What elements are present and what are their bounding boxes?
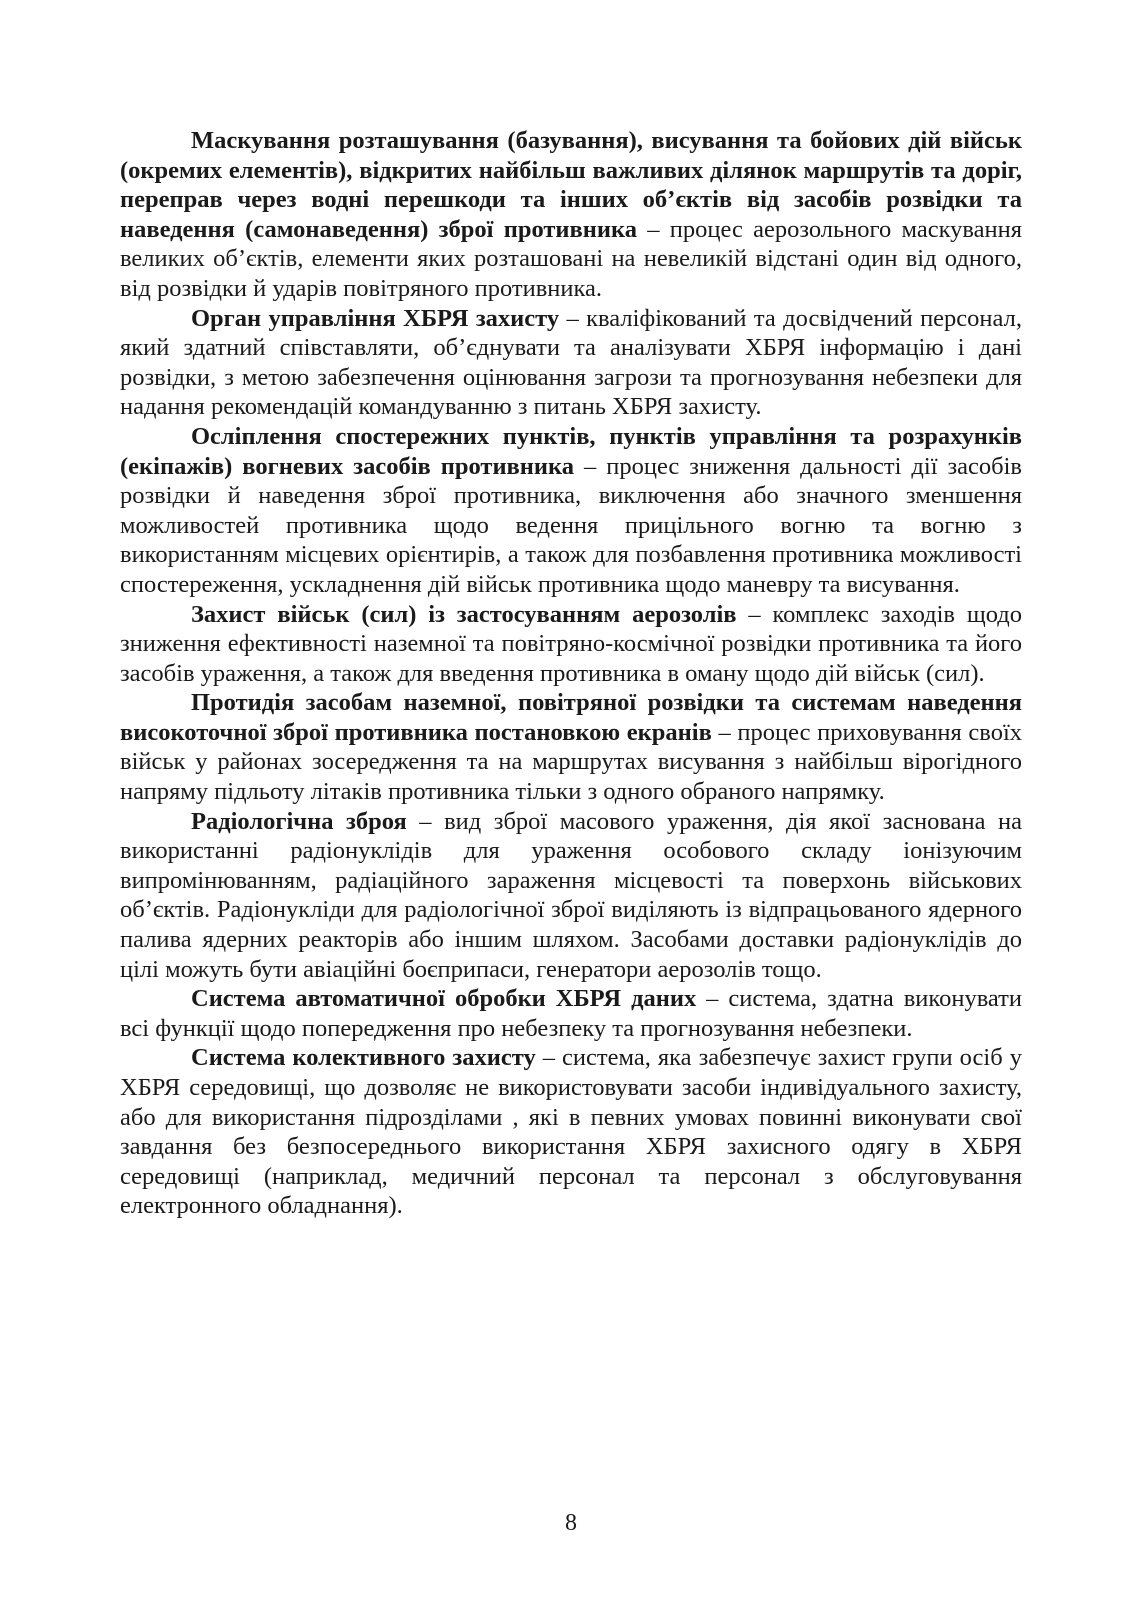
entry-definition: – вид зброї масового ураження, дія якої заснована на використанні радіонуклідів для ураження особового складу іонізуючим випромінюванням, радіаційного зараження місцевості та поверхонь військових об’єктів. Радіонукліди для радіологічної зброї виділяють із відпрацьованого ядерного палива ядерних реакторів або іншим шляхом. Засобами доставки радіонуклідів до цілі можуть бути авіаційні боєприпаси, генератори аерозолів тощо. <box>120 807 1022 983</box>
entry-definition: – кваліфікований та досвідчений персонал, який здатний співставляти, об’єднувати та аналізувати ХБРЯ інформацію і дані розвідки, з метою забезпечення оцінювання загрози та прогнозування небезпеки для надання рекомендацій командуванню з питань ХБРЯ захисту. <box>120 304 1022 421</box>
entry-term: Осліплення спостережних пунктів, пунктів управління та розрахунків (екіпажів) вогневих засобів противника <box>120 422 1022 480</box>
entry-definition: – процес аерозольного маскування великих об’єктів, елементи яких розташовані на невеликій відстані один від одного, від розвідки й ударів повітряного противника. <box>120 215 1022 302</box>
entry-definition: – комплекс заходів щодо зниження ефективності наземної та повітряно-космічної розвідки противника та його засобів ураження, а також для введення противника в оману щодо дій військ (сил). <box>120 600 1022 687</box>
glossary-entry-collective-protection <box>120 1043 1022 1221</box>
glossary-entry-blinding <box>120 422 1022 600</box>
glossary-entry-aerosol-protection <box>120 600 1022 689</box>
entry-term: Орган управління ХБРЯ захисту <box>191 304 560 332</box>
entry-term: Система колективного захисту <box>191 1044 536 1072</box>
entry-definition: – система, здатна виконувати всі функції щодо попередження про небезпеку та прогнозування небезпеки. <box>120 985 1022 1042</box>
entry-term: Захист військ (сил) із застосуванням аерозолів <box>191 600 737 628</box>
page-body <box>120 126 1022 1221</box>
entry-term: Маскування розташування (базування), висування та бойових дій військ (окремих елементів), відкритих найбільш важливих ділянок маршрутів та доріг, переправ через водні перешкоди та інших об’єктів від засобів розвідки та наведення (самонаведення) зброї противника <box>120 127 1022 243</box>
glossary-entry-automatic-processing <box>120 984 1022 1043</box>
entry-term: Система автоматичної обробки ХБРЯ даних <box>191 985 697 1013</box>
entry-term: Радіологічна зброя <box>191 807 407 835</box>
entry-term: Протидія засобам наземної, повітряної розвідки та системам наведення високоточної зброї противника постановкою екранів <box>120 689 1022 746</box>
glossary-entry-radiological-weapon <box>120 807 1022 985</box>
glossary-entry-masking <box>120 126 1022 304</box>
page-number: 8 <box>565 1510 577 1536</box>
glossary-entry-screen-countermeasures <box>120 688 1022 806</box>
entry-definition: – процес зниження дальності дії засобів розвідки й наведення зброї противника, виключення або значного зменшення можливостей противника щодо ведення прицільного вогню та вогню з використанням місцевих орієнтирів, а також для позбавлення противника можливості спостереження, ускладнення дій військ противника щодо маневру та висування. <box>120 452 1022 598</box>
entry-definition: – система, яка забезпечує захист групи осіб у ХБРЯ середовищі, що дозволяє не використовувати засоби індивідуального захисту, або для використання підрозділами , які в певних умовах повинні виконувати свої завдання без безпосереднього використання ХБРЯ захисного одягу в ХБРЯ середовищі (наприклад, медичний персонал та персонал з обслуговування електронного обладнання). <box>120 1044 1022 1220</box>
entry-definition: – процес приховування своїх військ у районах зосередження та на маршрутах висування з найбільш вірогідного напряму підльоту літаків противника тільки з одного обраного напрямку. <box>120 718 1022 806</box>
glossary-entry-cbrn-control-body <box>120 304 1022 422</box>
